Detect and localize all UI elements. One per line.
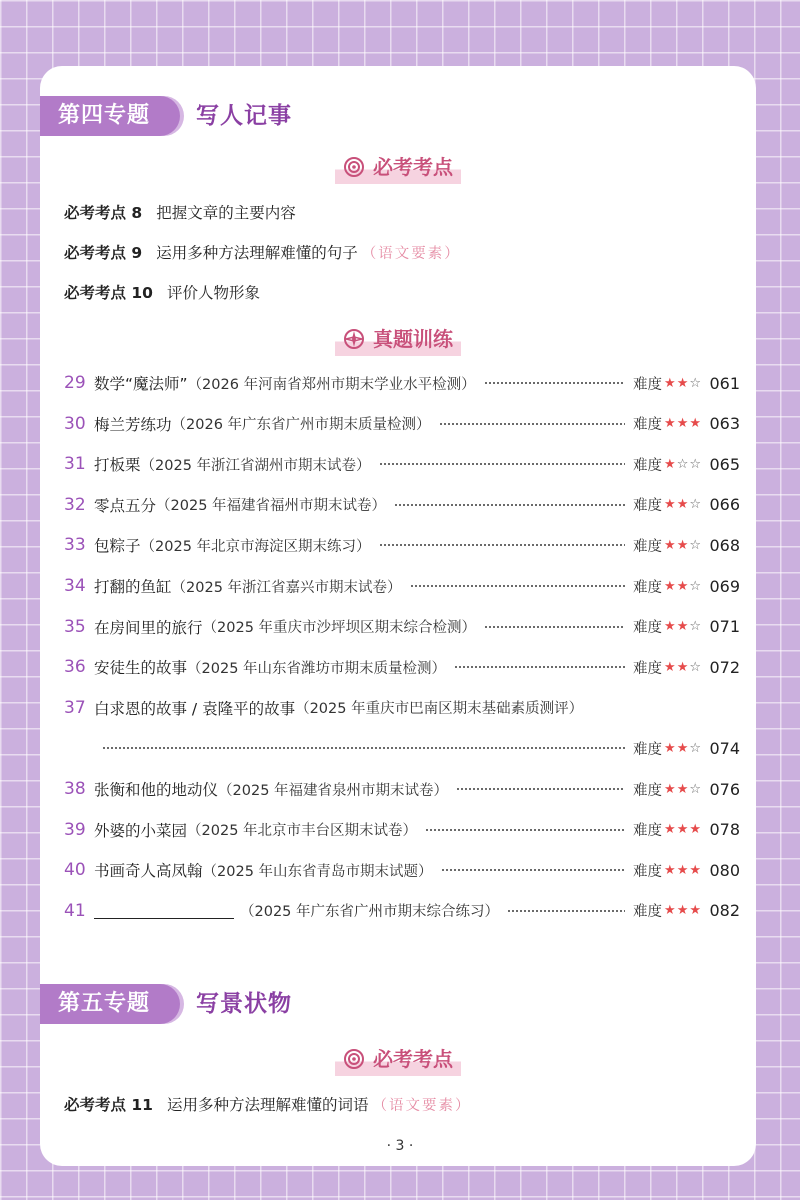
- kaodian-label: 必考考点 9: [64, 244, 143, 262]
- toc-row: [64, 855, 740, 885]
- difficulty-stars: [664, 741, 702, 756]
- toc-row: [64, 652, 740, 682]
- section5-kaodian-head-label: 必考考点: [373, 1047, 453, 1071]
- star-filled-icon: ★: [664, 416, 677, 432]
- section4-tab: [40, 96, 180, 136]
- difficulty-stars: [664, 619, 702, 634]
- toc-row: [64, 571, 740, 601]
- dot-leader: [439, 423, 626, 425]
- difficulty-stars: [664, 376, 702, 391]
- kaodian-text: 运用多种方法理解难懂的词语: [166, 1096, 369, 1114]
- star-filled-icon: ★: [664, 822, 677, 838]
- kaodian-text: 把握文章的主要内容: [156, 204, 296, 222]
- difficulty-label: 难度: [633, 904, 663, 921]
- target-icon: [343, 156, 365, 178]
- difficulty-label: 难度: [633, 457, 663, 474]
- difficulty-stars: [664, 903, 702, 918]
- dot-leader: [425, 829, 625, 831]
- dot-leader: [102, 747, 625, 749]
- star-filled-icon: ★: [664, 903, 677, 919]
- page-ref: 082: [709, 901, 740, 921]
- difficulty-label: 难度: [633, 498, 663, 515]
- star-empty-icon: ☆: [689, 740, 702, 756]
- item-number: 41: [64, 900, 86, 921]
- item-number: 37: [64, 697, 86, 718]
- item-source: （2025 年浙江省嘉兴市期末试卷）: [171, 579, 402, 596]
- item-number: 34: [64, 576, 86, 596]
- item-title: 零点五分: [94, 496, 157, 515]
- page-ref: 080: [709, 860, 740, 880]
- toc-row: [64, 530, 740, 560]
- kaodian-label: 必考考点 10: [64, 284, 153, 302]
- item-source: （2026 年河南省郑州市期末学业水平检测）: [187, 376, 476, 393]
- difficulty-stars: [664, 497, 702, 512]
- section4-kaodian-head: [40, 150, 756, 184]
- star-empty-icon: ☆: [689, 456, 702, 472]
- item-number: 31: [64, 454, 86, 475]
- star-empty-icon: ☆: [689, 497, 702, 513]
- star-empty-icon: ☆: [689, 659, 702, 675]
- difficulty-label: 难度: [633, 376, 663, 393]
- item-title: 张衡和他的地动仪: [94, 781, 219, 799]
- difficulty-label: 难度: [633, 823, 663, 840]
- difficulty-label: 难度: [633, 538, 663, 555]
- page-ref: 061: [709, 373, 740, 393]
- page-ref: 074: [709, 738, 740, 758]
- star-filled-icon: ★: [664, 740, 677, 756]
- dot-leader: [379, 544, 626, 546]
- target-icon: [343, 1048, 365, 1070]
- section4-practice-head-label: 真题训练: [373, 327, 453, 351]
- dot-leader: [484, 382, 625, 384]
- star-filled-icon: ★: [664, 578, 677, 594]
- page-ref: 078: [709, 820, 740, 840]
- section5-title: 写景状物: [196, 991, 292, 1017]
- compass-icon: [343, 328, 365, 350]
- item-title: 包粽子: [94, 537, 141, 556]
- item-source: （2025 年北京市海淀区期末练习）: [140, 538, 371, 555]
- item-title: 在房间里的旅行: [94, 618, 203, 637]
- star-filled-icon: ★: [664, 619, 677, 635]
- section4-title: 写人记事: [196, 103, 292, 129]
- page-ref: 071: [709, 617, 740, 637]
- difficulty-stars: [664, 579, 702, 594]
- star-filled-icon: ★: [664, 375, 677, 391]
- star-filled-icon: ★: [676, 740, 690, 756]
- page-number: · 3 ·: [386, 1138, 414, 1154]
- difficulty-label: 难度: [633, 620, 663, 637]
- page-ref: 066: [709, 495, 740, 515]
- star-filled-icon: ★: [676, 416, 690, 432]
- item-source: （2025 年重庆市沙坪坝区期末综合检测）: [202, 620, 477, 637]
- kaodian-text: 评价人物形象: [166, 284, 260, 302]
- star-filled-icon: ★: [664, 497, 677, 513]
- difficulty-label: 难度: [633, 660, 663, 677]
- star-filled-icon: ★: [676, 659, 690, 675]
- dot-leader: [441, 869, 626, 871]
- item-number: 32: [64, 494, 86, 515]
- star-filled-icon: ★: [689, 416, 702, 432]
- difficulty-stars: [664, 416, 702, 431]
- item-number: 38: [64, 779, 86, 799]
- star-filled-icon: ★: [664, 456, 677, 472]
- toc-row: [64, 815, 740, 845]
- star-filled-icon: ★: [676, 578, 690, 594]
- item-title: 白求恩的故事 / 袁隆平的故事: [94, 699, 296, 718]
- item-source: （2025 年山东省青岛市期末试题）: [202, 863, 433, 880]
- section5-tab: [40, 984, 180, 1024]
- star-empty-icon: ☆: [676, 456, 690, 472]
- star-empty-icon: ☆: [689, 578, 702, 594]
- item-source: （2025 年浙江省湖州市期末试卷）: [140, 457, 371, 474]
- kaodian-tag: （语文要素）: [372, 1098, 472, 1114]
- kaodian-item: [64, 238, 461, 269]
- dot-leader: [410, 585, 626, 587]
- item-source: （2025 年广东省广州市期末综合练习）: [240, 904, 500, 921]
- item-number: 33: [64, 535, 86, 556]
- star-filled-icon: ★: [676, 375, 690, 391]
- dot-leader: [454, 666, 625, 668]
- difficulty-stars: [664, 660, 702, 675]
- toc-row: [64, 368, 740, 398]
- kaodian-text: 运用多种方法理解难懂的句子: [156, 244, 358, 262]
- section5-tab-label: 第五专题: [58, 991, 151, 1016]
- kaodian-item: [64, 1090, 471, 1121]
- content-card: [40, 66, 756, 1166]
- star-filled-icon: ★: [689, 862, 702, 878]
- difficulty-stars: [664, 457, 702, 472]
- dot-leader: [456, 788, 625, 790]
- difficulty-label: 难度: [633, 579, 663, 596]
- page-ref: 065: [709, 454, 740, 474]
- toc-row: [64, 774, 740, 804]
- difficulty-label: 难度: [633, 863, 663, 880]
- item-source: （2025 年重庆市巴南区期末基础素质测评）: [295, 701, 584, 718]
- item-title: 打翻的鱼缸: [94, 578, 172, 596]
- star-filled-icon: ★: [676, 537, 690, 553]
- toc-row: [64, 693, 740, 723]
- item-title: 打板栗: [94, 456, 141, 475]
- star-filled-icon: ★: [676, 497, 690, 513]
- difficulty-label: 难度: [633, 417, 663, 434]
- star-filled-icon: ★: [676, 862, 690, 878]
- toc-row: [64, 490, 740, 520]
- star-empty-icon: ☆: [689, 781, 702, 797]
- item-source: （2025 年北京市丰台区期末试卷）: [187, 823, 418, 840]
- item-source: （2025 年山东省潍坊市期末质量检测）: [187, 660, 447, 677]
- difficulty-stars: [664, 782, 702, 797]
- toc-row-continued: [64, 733, 740, 763]
- star-empty-icon: ☆: [689, 619, 702, 635]
- item-source: （2026 年广东省广州市期末质量检测）: [171, 417, 431, 434]
- dot-leader: [379, 463, 626, 465]
- item-number: 36: [64, 657, 86, 678]
- kaodian-label: 必考考点 8: [64, 204, 143, 222]
- star-filled-icon: ★: [689, 903, 702, 919]
- dot-leader: [507, 910, 625, 912]
- star-filled-icon: ★: [676, 903, 690, 919]
- star-empty-icon: ☆: [689, 375, 702, 391]
- section4-tab-label: 第四专题: [58, 103, 151, 128]
- star-filled-icon: ★: [664, 537, 677, 553]
- star-filled-icon: ★: [664, 781, 677, 797]
- toc-row: [64, 449, 740, 479]
- item-title: 梅兰芳练功: [94, 415, 172, 434]
- star-filled-icon: ★: [676, 822, 690, 838]
- section4-header: [40, 96, 756, 136]
- dot-leader: [484, 626, 625, 628]
- difficulty-stars: [664, 863, 702, 878]
- kaodian-item: [64, 278, 260, 308]
- star-filled-icon: ★: [664, 659, 677, 675]
- difficulty-stars: [664, 822, 702, 837]
- star-filled-icon: ★: [664, 862, 677, 878]
- page-ref: 076: [709, 779, 740, 799]
- section5-kaodian-head: [40, 1042, 756, 1076]
- item-number: 39: [64, 819, 86, 840]
- difficulty-stars: [664, 538, 702, 553]
- item-title: 安徒生的故事: [94, 659, 188, 678]
- star-filled-icon: ★: [689, 822, 702, 838]
- item-title: 书画奇人高凤翰: [94, 862, 203, 881]
- toc-row: [64, 612, 740, 642]
- item-title: 数学“魔法师”: [94, 375, 188, 393]
- item-source: （2025 年福建省福州市期末试卷）: [156, 498, 387, 515]
- dot-leader: [394, 504, 625, 506]
- section5-header: [40, 984, 756, 1024]
- page-ref: 063: [709, 414, 740, 434]
- item-title: 外婆的小菜园: [94, 821, 188, 840]
- item-number: 35: [64, 616, 86, 637]
- star-filled-icon: ★: [676, 781, 690, 797]
- toc-row: [64, 896, 740, 926]
- difficulty-label: 难度: [633, 741, 663, 758]
- item-number: 30: [64, 413, 86, 434]
- item-number: 29: [64, 373, 86, 393]
- kaodian-label: 必考考点 11: [64, 1096, 153, 1114]
- difficulty-label: 难度: [633, 782, 663, 799]
- star-empty-icon: ☆: [689, 537, 702, 553]
- section4-practice-head: [40, 322, 756, 356]
- page-ref: 072: [709, 657, 740, 677]
- star-filled-icon: ★: [676, 619, 690, 635]
- blank-title-line: [94, 902, 234, 919]
- kaodian-item: [64, 198, 296, 228]
- item-source: （2025 年福建省泉州市期末试卷）: [218, 782, 449, 799]
- toc-row: [64, 409, 740, 439]
- section4-kaodian-head-label: 必考考点: [373, 155, 453, 179]
- item-number: 40: [64, 860, 86, 881]
- page-ref: 068: [709, 535, 740, 555]
- page-ref: 069: [709, 576, 740, 596]
- kaodian-tag: （语文要素）: [361, 246, 461, 262]
